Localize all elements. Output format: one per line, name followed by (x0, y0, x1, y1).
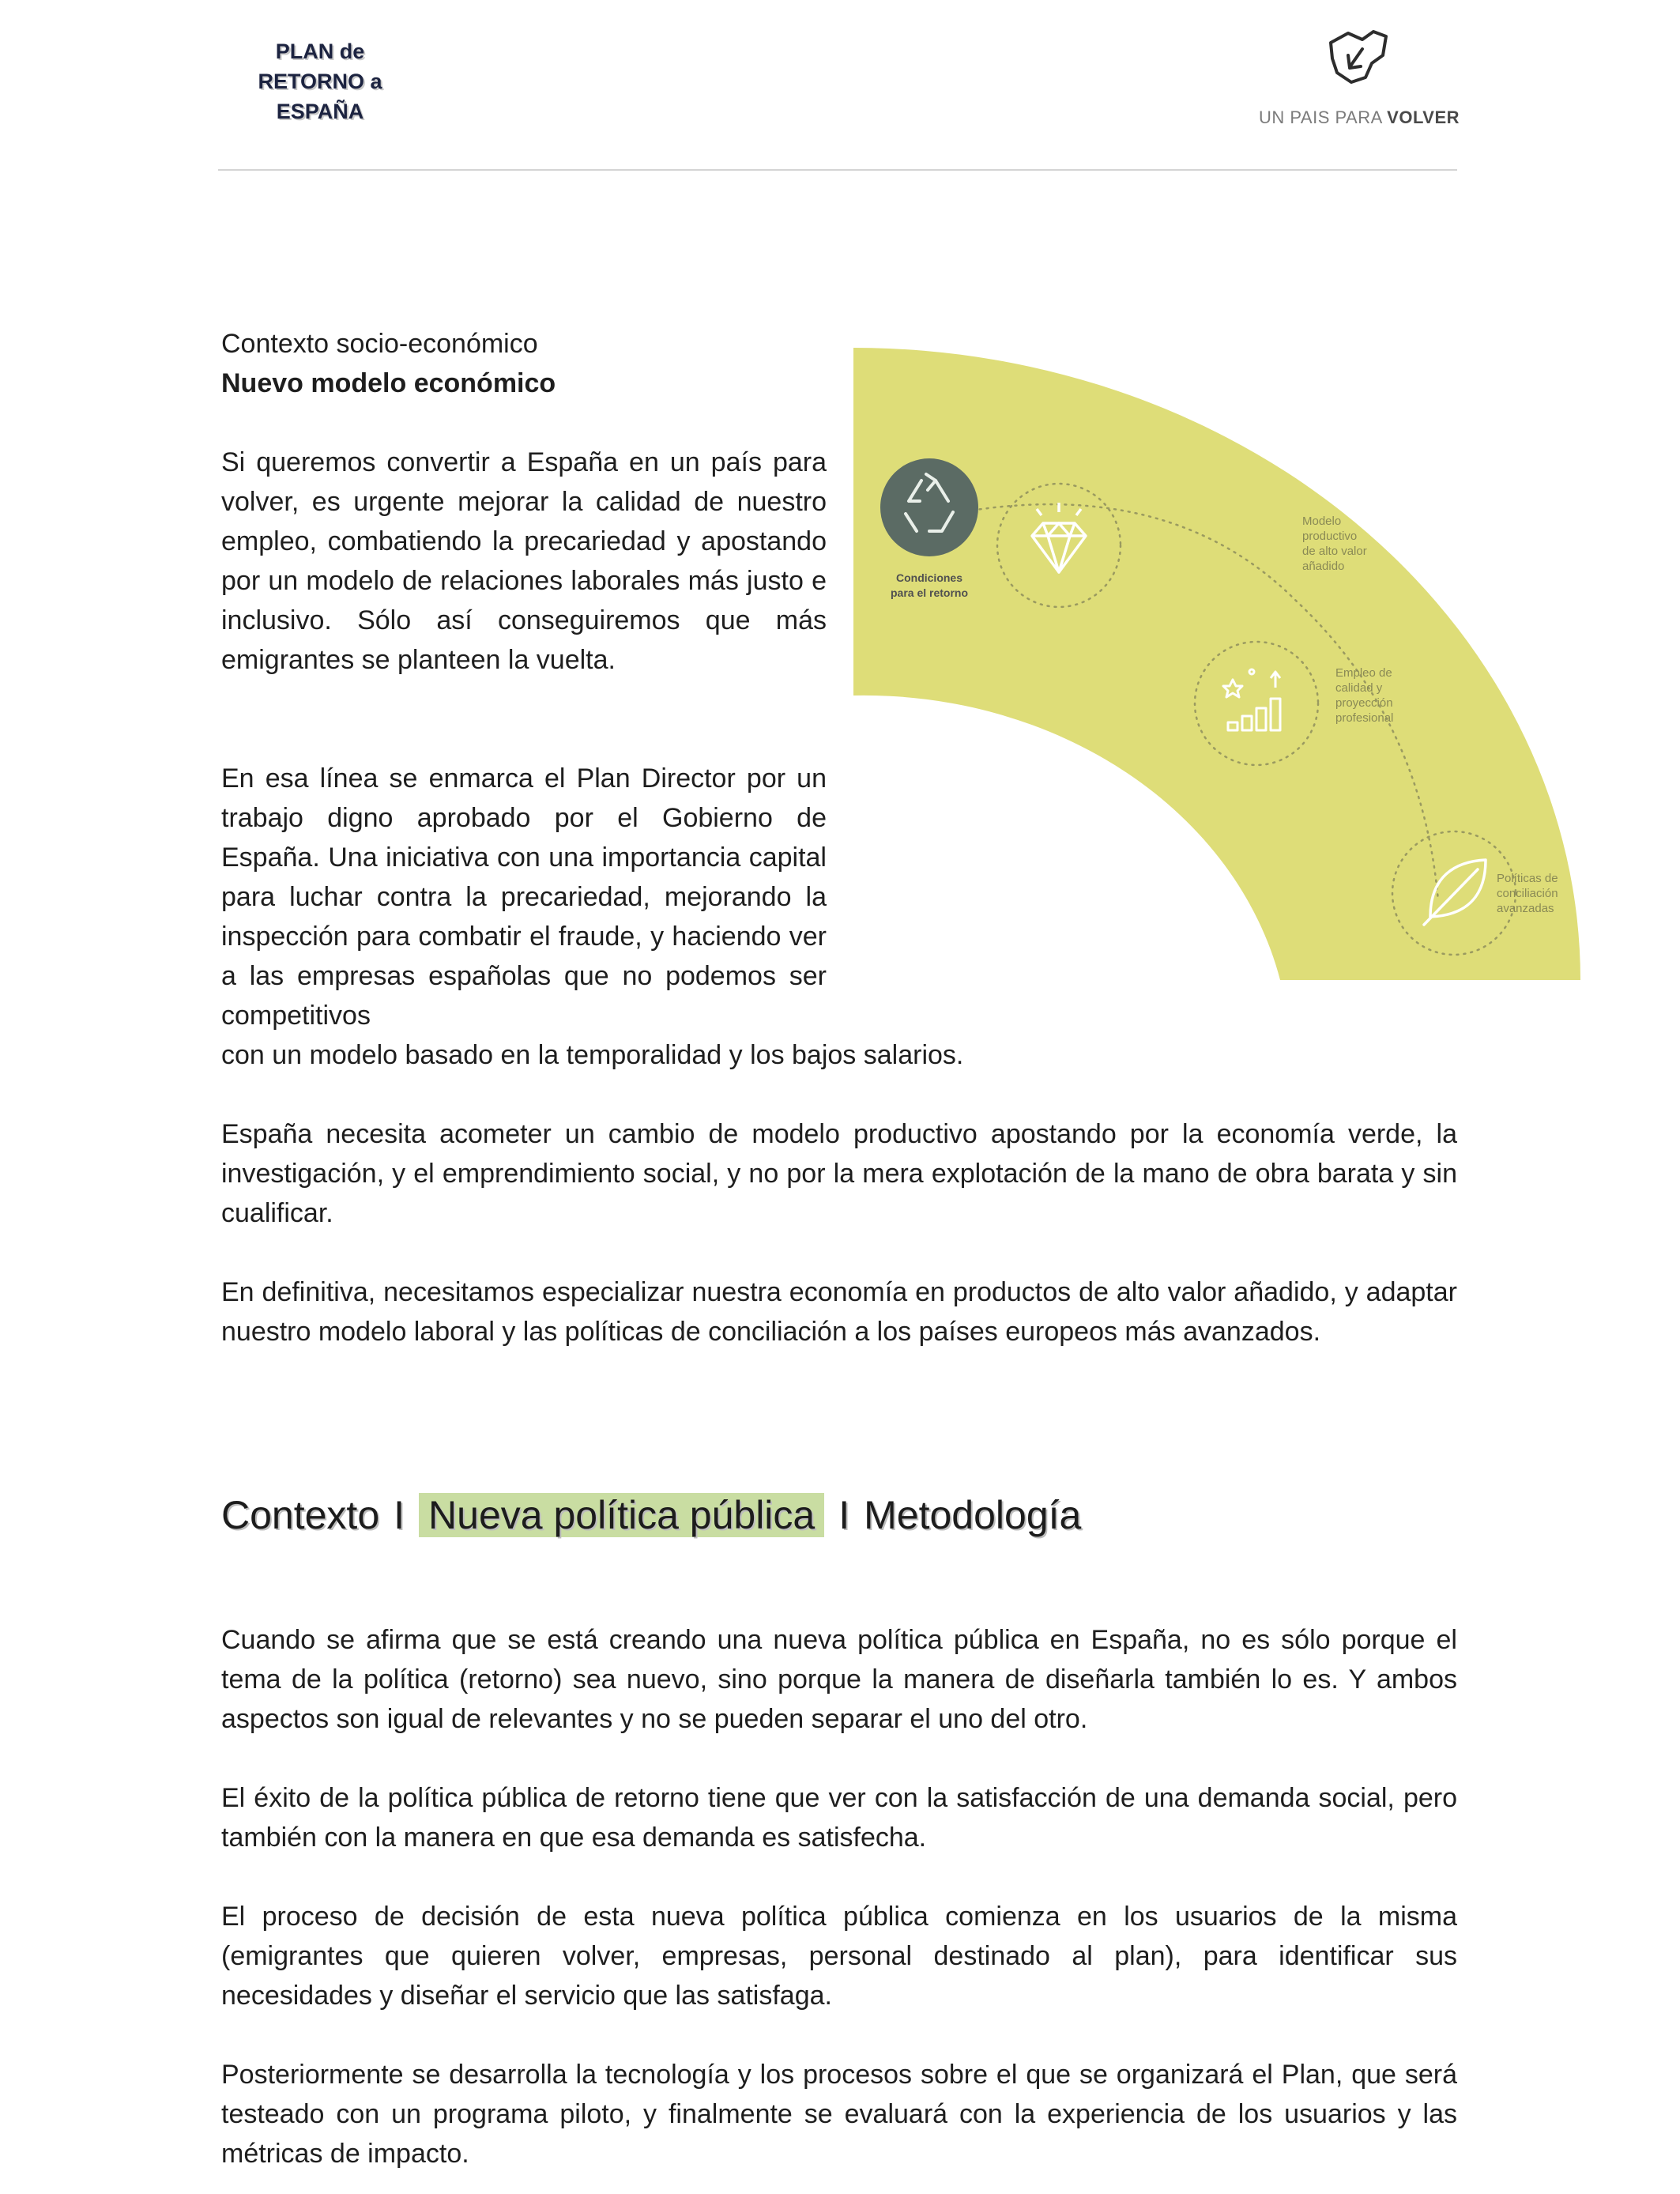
diagram-main-label: Condiciones para el retorno (890, 571, 969, 599)
paragraph-2-continued: con un modelo basado en la temporalidad y los bajos salarios. (221, 1040, 964, 1070)
title-separator: I (838, 1493, 850, 1537)
paragraph-3: España necesita acometer un cambio de modelo productivo apostando por la economía verde, la investigación, y el emprendimiento social, y no por la mera explotación de la mano de obra barata y sin cualificar. (221, 1119, 1457, 1228)
logo-line-3: ESPAÑA (276, 100, 364, 123)
paragraph-8: Posteriormente se desarrolla la tecnología y los procesos sobre el que se organizará el Plan, que será testeado con un programa piloto, y finalmente se evaluará con la experiencia de los usuarios y las métricas de impacto. (221, 2060, 1457, 2169)
diagram-node-label-1: Modelo productivo de alto valor añadido (1302, 515, 1367, 573)
un-pais-para-volver-logo (1256, 25, 1462, 136)
paragraph-4: En definitiva, necesitamos especializar nuestra economía en productos de alto valor añadido, y adaptar nuestro modelo laboral y las políticas de conciliación a los países europeos más avanzados. (221, 1277, 1457, 1347)
logo-line-2: RETORNO a (258, 70, 382, 93)
header-divider (218, 169, 1457, 171)
return-conditions-diagram (853, 348, 1580, 996)
paragraph-2: En esa línea se enmarca el Plan Director por un trabajo digno aprobado por el Gobierno de España. Una iniciativa con una importancia capital para luchar contra la precariedad, mejorando la inspección para combatir el fraude, y haciendo ver a las empresas españolas que no podemos ser competitivos (221, 763, 827, 1031)
paragraph-1: Si queremos convertir a España en un país para volver, es urgente mejorar la calidad de nuestro empleo, combatiendo la precariedad y apostando por un modelo de relaciones laborales más justo e inclusivo. Sólo así conseguiremos que más emigrantes se planteen la vuelta. (221, 447, 827, 675)
paragraph-6: El éxito de la política pública de retorno tiene que ver con la satisfacción de una demanda social, pero también con la manera en que esa demanda es satisfecha. (221, 1783, 1457, 1853)
title-contexto: Contexto (221, 1493, 380, 1537)
title-metodologia: Metodología (864, 1493, 1082, 1537)
section-title (221, 1486, 1081, 1544)
paragraph-5: Cuando se afirma que se está creando una nueva política pública en España, no es sólo porque el tema de la política (retorno) sea nuevo, sino porque la manera de diseñarla también lo es. Y ambos aspectos son igual de relevantes y no se pueden separar el uno del otro. (221, 1625, 1457, 1734)
title-separator: I (394, 1493, 405, 1537)
paragraph-7: El proceso de decisión de esta nueva política pública comienza en los usuarios de la misma (emigrantes que quieren volver, empresas, personal destinado al plan), para identificar sus necesidades y diseñar el servicio que las satisfaga. (221, 1902, 1457, 2011)
diagram-arc (853, 348, 1580, 996)
plan-retorno-logo (237, 36, 403, 126)
section-subheading: Nuevo modelo económico (221, 368, 556, 398)
logo-line-1: PLAN de (275, 40, 365, 63)
section-kicker: Contexto socio-económico (221, 329, 538, 359)
diagram-node-label-3: Políticas de conciliación avanzadas (1497, 872, 1558, 915)
title-highlight: Nueva política pública (419, 1493, 824, 1537)
logo-tagline: UN PAIS PARA VOLVER (1258, 107, 1460, 127)
return-arrow-icon (1317, 25, 1396, 96)
diagram-node-label-2: Empleo de calidad y proyección profesional (1335, 666, 1394, 725)
